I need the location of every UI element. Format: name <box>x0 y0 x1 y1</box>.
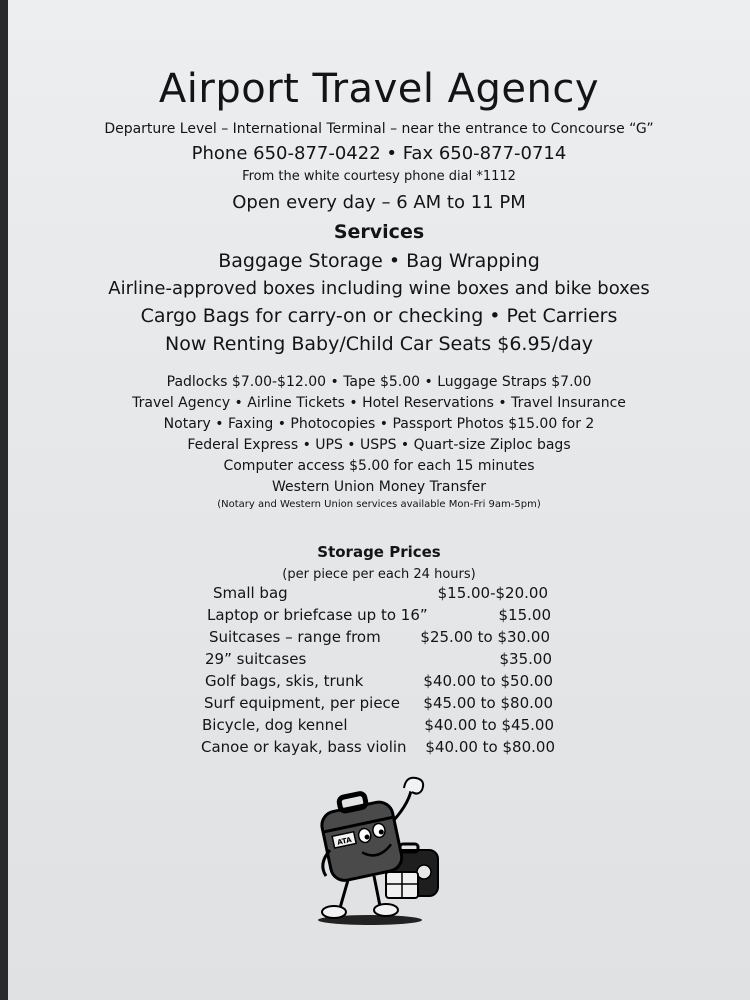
mascot-tag-text: ATA <box>336 835 353 847</box>
services-note: (Notary and Western Union services available Mon-Fri 9am-5pm) <box>217 499 541 510</box>
suitcase-mascot-illustration <box>308 772 458 932</box>
price-value: $40.00 to $45.00 <box>424 716 554 734</box>
services-line: Baggage Storage • Bag Wrapping <box>218 250 540 272</box>
price-value: $40.00 to $80.00 <box>425 738 555 756</box>
storage-subheading: (per piece per each 24 hours) <box>282 567 476 582</box>
price-value: $25.00 to $30.00 <box>420 628 550 646</box>
extra-services-line: Computer access $5.00 for each 15 minutes <box>223 458 535 474</box>
price-row <box>201 738 555 760</box>
services-line: Cargo Bags for carry-on or checking • Pet Carriers <box>140 305 618 327</box>
price-item: Small bag <box>213 584 288 602</box>
extra-services-line: Notary • Faxing • Photocopies • Passport Photos $15.00 for 2 <box>163 416 595 432</box>
price-row <box>213 584 548 606</box>
flyer-page <box>8 0 750 1000</box>
price-row <box>205 672 553 694</box>
price-value: $45.00 to $80.00 <box>423 694 553 712</box>
price-item: Bicycle, dog kennel <box>202 716 348 734</box>
location-line: Departure Level – International Terminal – near the entrance to Concourse “G” <box>104 121 654 137</box>
page-title: Airport Travel Agency <box>158 66 600 112</box>
price-value: $15.00 <box>498 606 551 624</box>
price-value: $35.00 <box>499 650 552 668</box>
price-row <box>209 628 550 650</box>
price-row <box>202 716 554 738</box>
services-heading: Services <box>333 221 425 243</box>
extra-services-line: Padlocks $7.00-$12.00 • Tape $5.00 • Luggage Straps $7.00 <box>166 374 592 390</box>
hours-line: Open every day – 6 AM to 11 PM <box>232 192 526 213</box>
price-item: Golf bags, skis, trunk <box>205 672 364 690</box>
extra-services-line: Western Union Money Transfer <box>272 479 486 495</box>
services-line: Airline-approved boxes including wine boxes and bike boxes <box>108 278 650 299</box>
price-item: Surf equipment, per piece <box>204 694 401 712</box>
price-value: $15.00-$20.00 <box>437 584 548 602</box>
extra-services-line: Federal Express • UPS • USPS • Quart-size Ziploc bags <box>187 437 571 453</box>
services-line: Now Renting Baby/Child Car Seats $6.95/day <box>164 333 593 355</box>
price-value: $40.00 to $50.00 <box>423 672 553 690</box>
price-item: 29” suitcases <box>205 650 307 668</box>
extra-services-line: Travel Agency • Airline Tickets • Hotel Reservations • Travel Insurance <box>132 395 626 411</box>
price-item: Suitcases – range from <box>209 628 381 646</box>
price-item: Laptop or briefcase up to 16” <box>207 606 428 624</box>
price-item: Canoe or kayak, bass violin <box>201 738 407 756</box>
courtesy-phone-line: From the white courtesy phone dial *1112 <box>242 169 516 184</box>
price-row <box>204 694 553 716</box>
price-row <box>205 650 552 672</box>
phone-fax-line: Phone 650-877-0422 • Fax 650-877-0714 <box>191 143 567 164</box>
storage-heading: Storage Prices <box>317 543 441 561</box>
price-row <box>207 606 551 628</box>
